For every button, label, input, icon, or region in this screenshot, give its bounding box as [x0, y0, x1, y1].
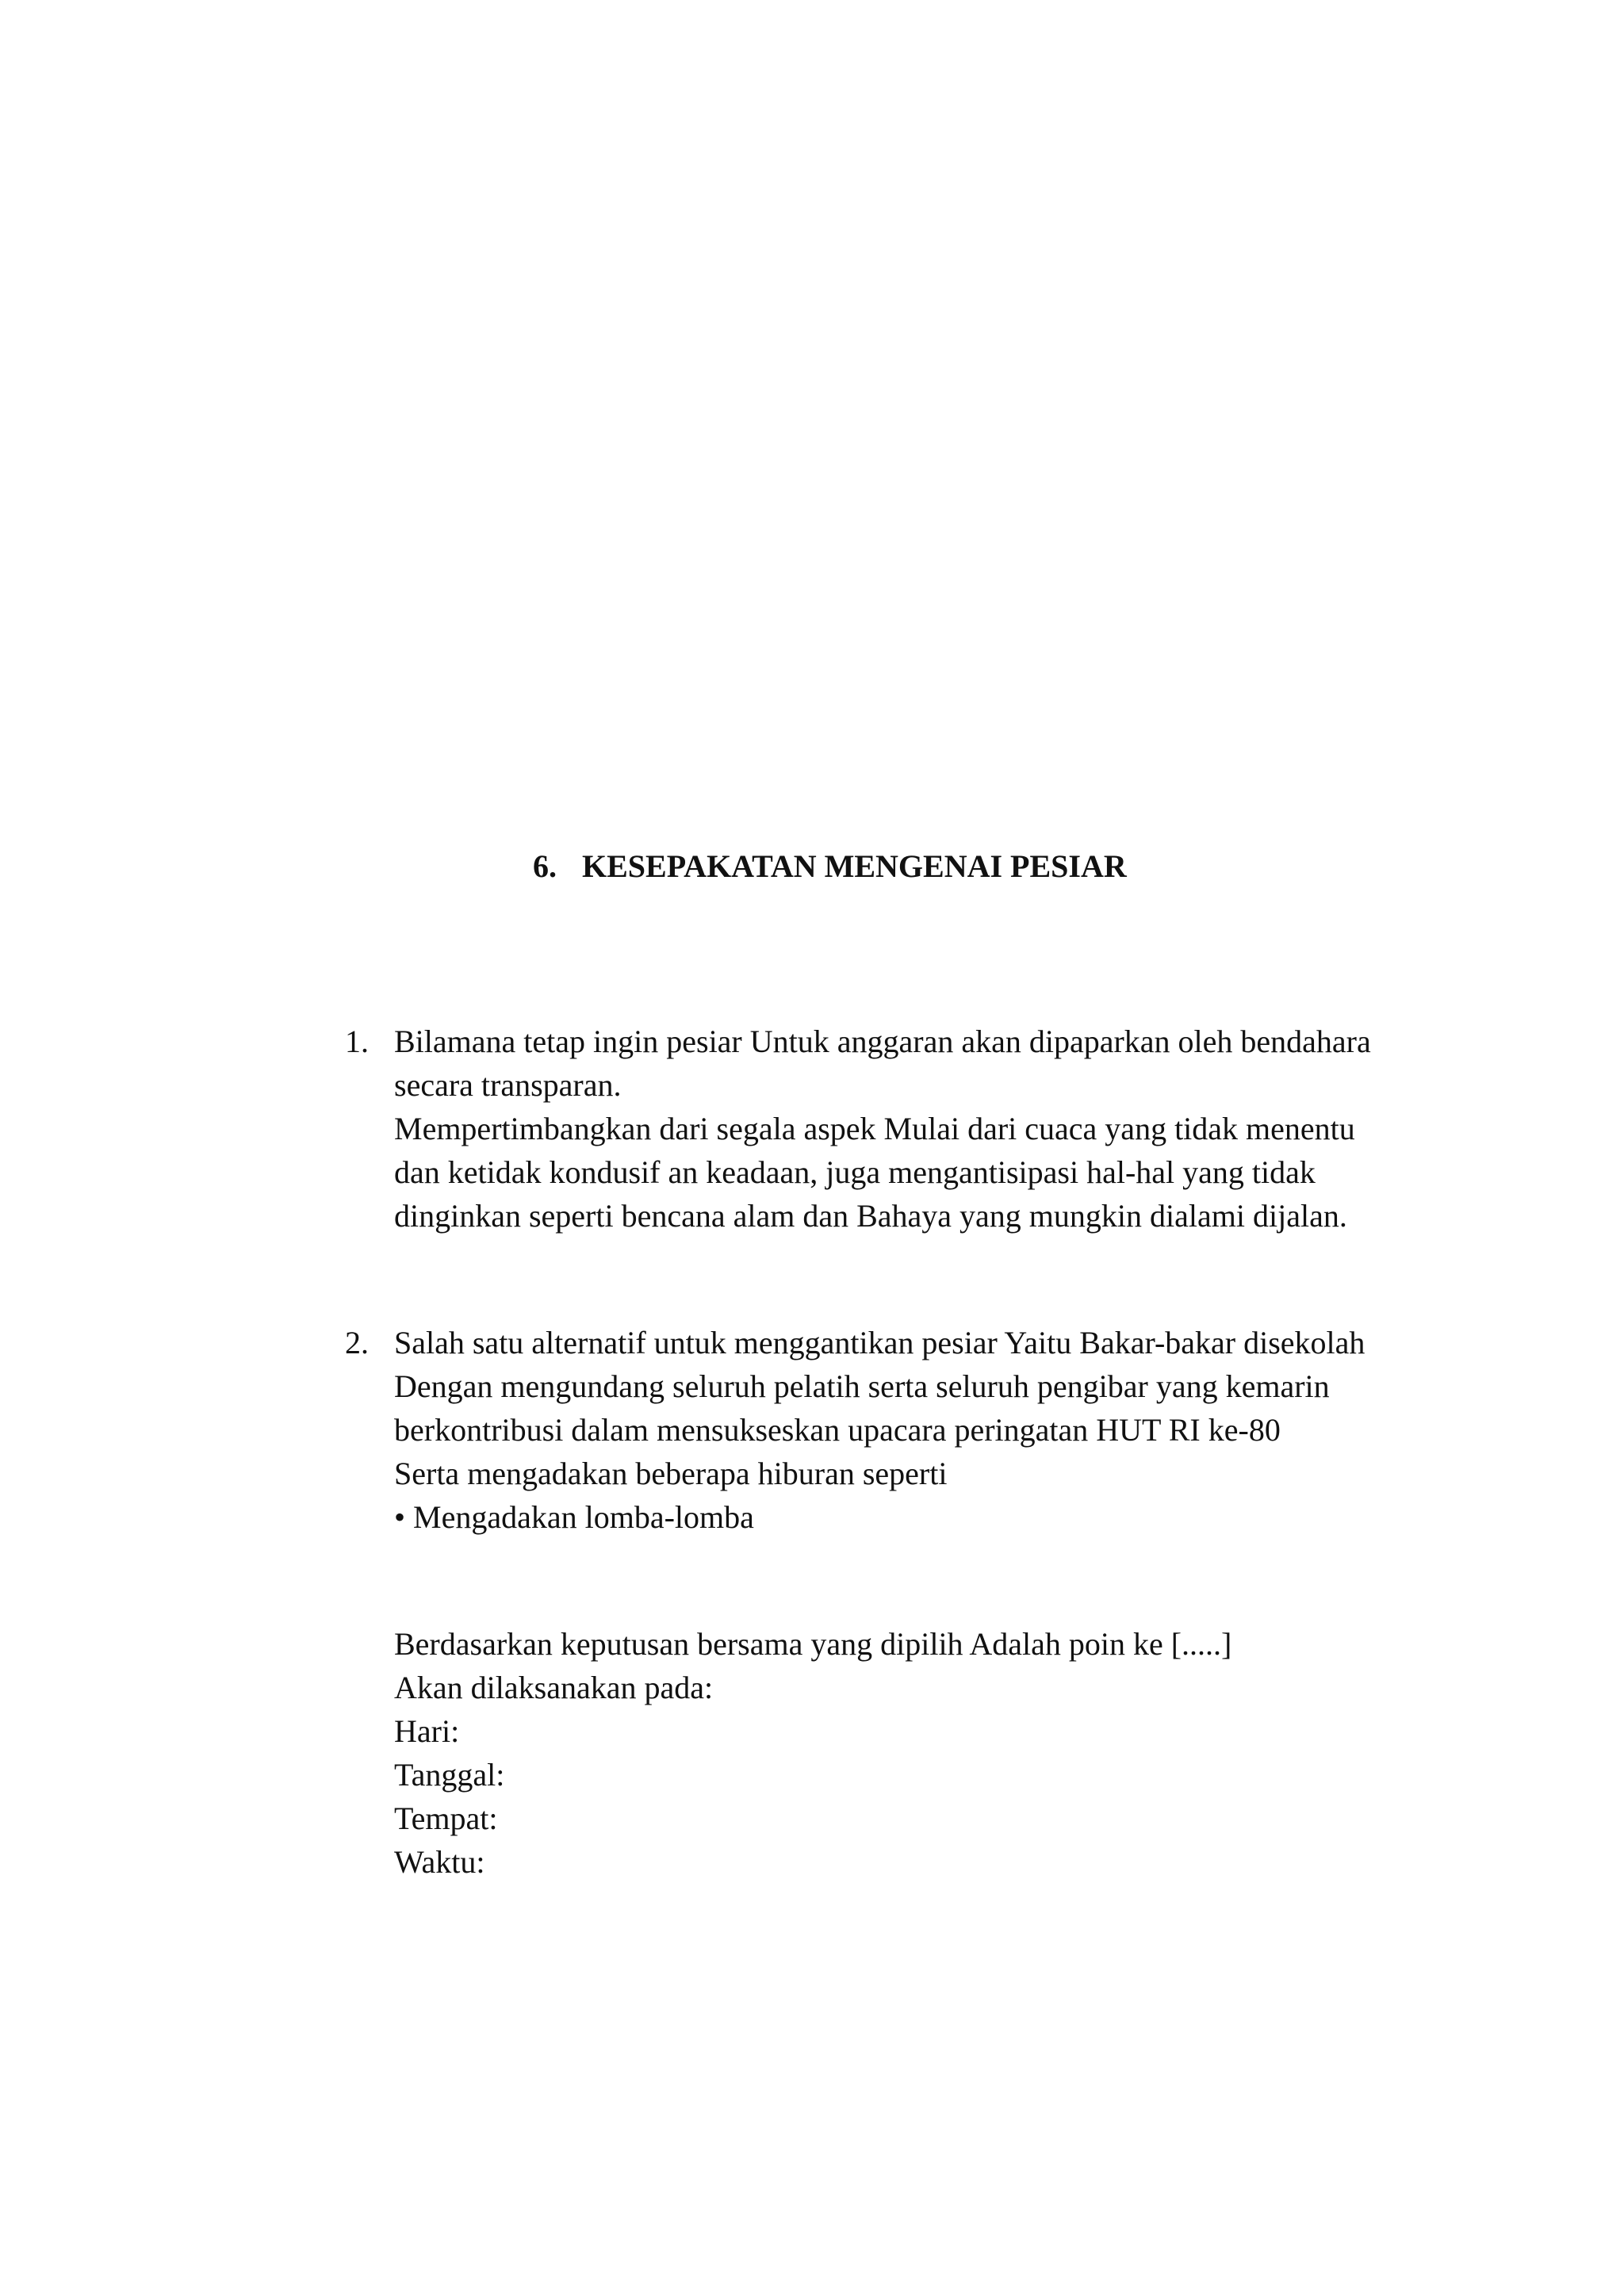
section-heading — [533, 847, 1127, 886]
list-marker: 2. — [345, 1325, 369, 1360]
bullet-line: • Mengadakan lomba-lomba — [394, 1499, 754, 1535]
list-marker: 1. — [345, 1024, 369, 1059]
schedule-intro: Akan dilaksanakan pada: — [394, 1670, 714, 1705]
field-day: Hari: — [394, 1713, 460, 1749]
text-line: dinginkan seperti bencana alam dan Bahaya yang mungkin dialami dijalan. — [394, 1198, 1347, 1234]
field-date: Tanggal: — [394, 1757, 505, 1793]
decision-statement: Berdasarkan keputusan bersama yang dipilih Adalah poin ke [.....] — [394, 1626, 1232, 1662]
text-line: Mempertimbangkan dari segala aspek Mulai dari cuaca yang tidak menentu — [394, 1111, 1355, 1146]
decision-block — [394, 1622, 1231, 1884]
section-number: 6. — [533, 848, 557, 884]
field-time: Waktu: — [394, 1844, 485, 1880]
text-line: Bilamana tetap ingin pesiar Untuk anggaran akan dipaparkan oleh bendahara — [394, 1024, 1371, 1059]
text-line: dan ketidak kondusif an keadaan, juga mengantisipasi hal-hal yang tidak — [394, 1154, 1316, 1190]
list-item-body — [394, 1020, 1457, 1238]
text-line: secara transparan. — [394, 1067, 622, 1103]
field-place: Tempat: — [394, 1800, 498, 1836]
text-line: Serta mengadakan beberapa hiburan seperti — [394, 1456, 948, 1491]
list-item-body — [394, 1321, 1457, 1539]
text-line: Dengan mengundang seluruh pelatih serta seluruh pengibar yang kemarin — [394, 1368, 1330, 1404]
text-line: berkontribusi dalam mensukseskan upacara peringatan HUT RI ke-80 — [394, 1412, 1281, 1448]
section-title: KESEPAKATAN MENGENAI PESIAR — [582, 848, 1127, 884]
text-line: Salah satu alternatif untuk menggantikan pesiar Yaitu Bakar-bakar disekolah — [394, 1325, 1365, 1360]
